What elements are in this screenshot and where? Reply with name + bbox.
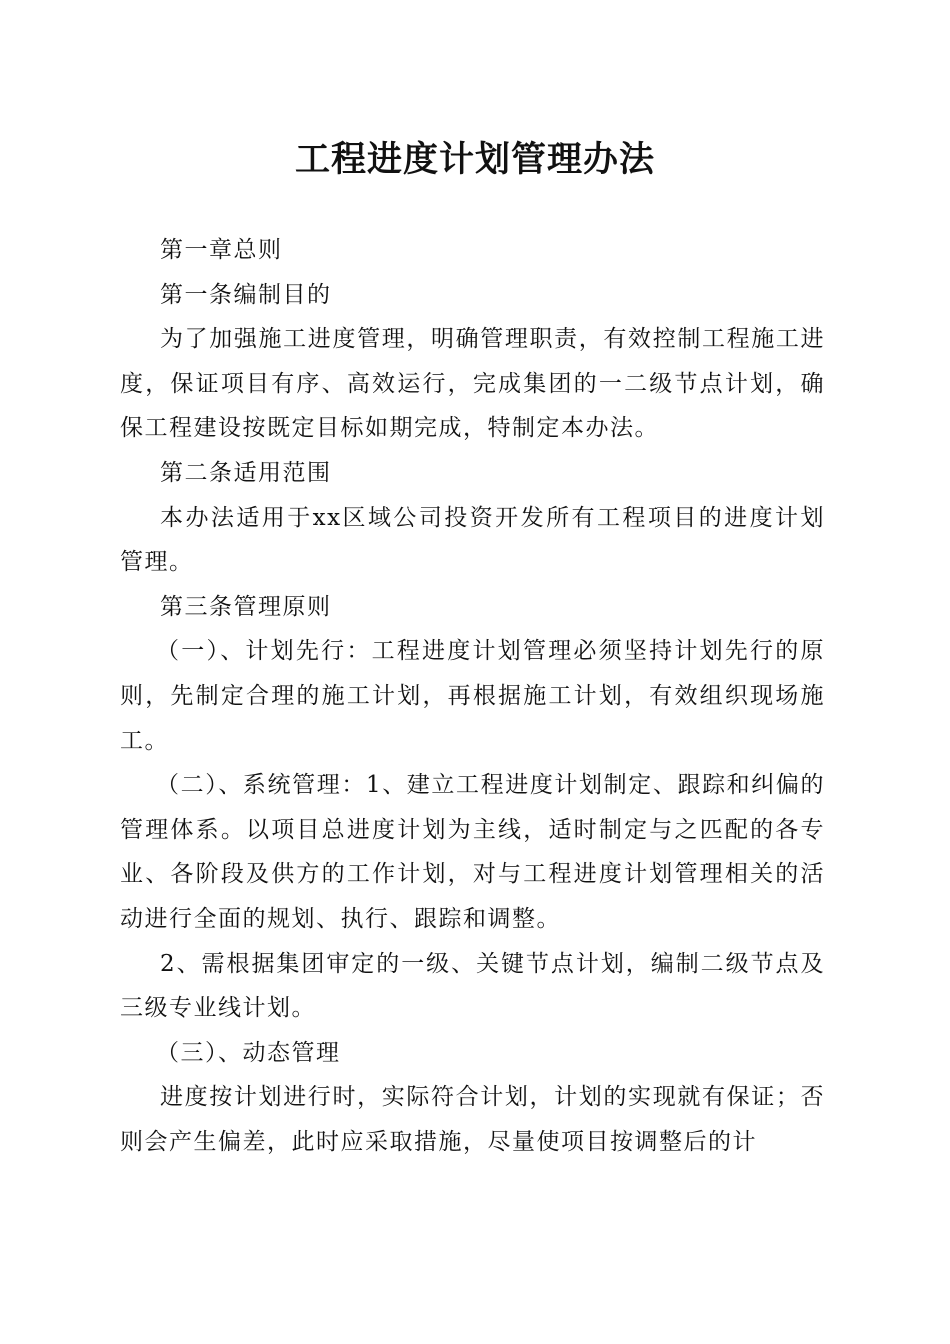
principle-2-item-2: 2、需根据集团审定的一级、关键节点计划，编制二级节点及三级专业线计划。	[120, 950, 825, 1022]
article-heading-3: 第三条管理原则	[160, 593, 332, 620]
principle-2: （二）、系统管理：1、建立工程进度计划制定、跟踪和纠偏的管理体系。以项目总进度计划为主线，适时制定与之匹配的各专业、各阶段及供方的工作计划，对与工程进度计划管理相关的活动进行全面的规划、执行、跟踪和调整。	[120, 772, 825, 932]
paragraph-purpose: 为了加强施工进度管理，明确管理职责，有效控制工程施工进度，保证项目有序、高效运行，完成集团的一二级节点计划，确保工程建设按既定目标如期完成，特制定本办法。	[120, 326, 825, 442]
document-title: 工程进度计划管理办法	[294, 139, 655, 180]
article-heading-1: 第一条编制目的	[160, 281, 332, 308]
paragraph-scope: 本办法适用于xx区域公司投资开发所有工程项目的进度计划管理。	[120, 504, 825, 576]
principle-3-heading: （三）、动态管理	[156, 1039, 341, 1066]
chapter-heading: 第一章总则	[160, 237, 283, 263]
paragraph-dynamic-management: 进度按计划进行时，实际符合计划，计划的实现就有保证；否则会产生偏差，此时应采取措施，尽量使项目按调整后的计	[120, 1084, 825, 1155]
document-body	[120, 228, 825, 1164]
article-heading-2: 第二条适用范围	[160, 459, 332, 486]
principle-1: （一）、计划先行：工程进度计划管理必须坚持计划先行的原则，先制定合理的施工计划，再根据施工计划，有效组织现场施工。	[120, 638, 825, 754]
